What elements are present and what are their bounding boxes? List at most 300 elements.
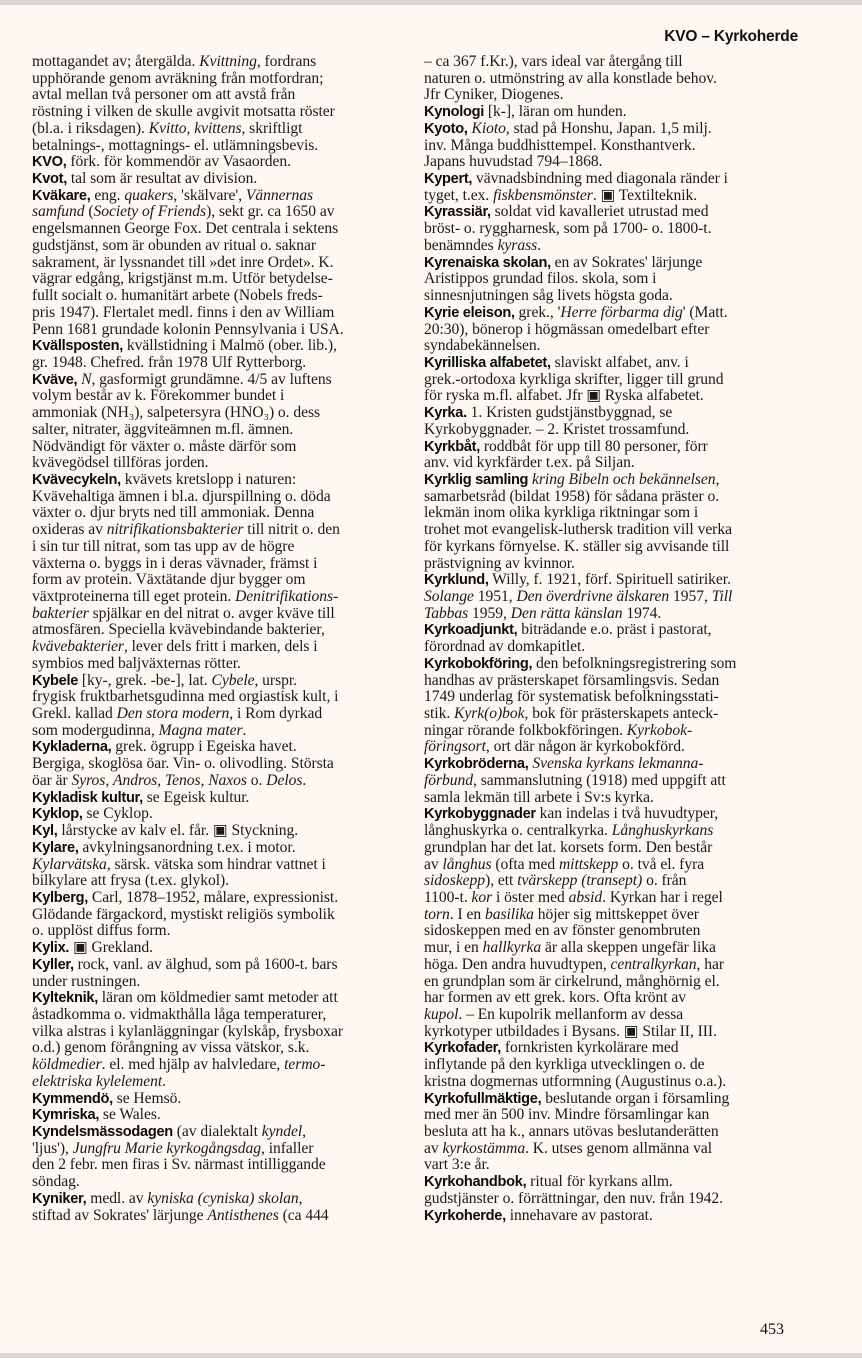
- text-line: [32, 505, 404, 522]
- italic-term: kyrkostämma: [442, 1139, 526, 1157]
- body-text: långhuskyrka o. centralkyrka.: [424, 822, 612, 840]
- italic-term: föringsort: [424, 738, 486, 756]
- text-line: [424, 372, 802, 389]
- entry-headword: Kylberg,: [32, 889, 88, 906]
- body-text: grundplan har det lat. korsets form. Den består: [424, 838, 713, 856]
- text-line: [32, 221, 404, 238]
- body-text: form av protein. Växtätande djur bygger om: [32, 571, 306, 589]
- body-text: volym består av k. Förekommer bundet i: [32, 387, 285, 405]
- text-line: [424, 489, 802, 506]
- text-line: [424, 1091, 802, 1108]
- italic-term: hallkyrka: [482, 939, 542, 957]
- body-text: (ofta med: [491, 855, 559, 873]
- body-text: ,: [298, 1189, 303, 1207]
- italic-term: termo-: [284, 1056, 326, 1074]
- body-text: en av Sokrates' lärjunge: [550, 253, 703, 271]
- text-line: [424, 522, 802, 539]
- italic-term: tvärskepp (transept): [517, 872, 643, 890]
- body-text: biträdande e.o. präst i pastorat,: [517, 621, 712, 639]
- body-text: , i Rom dyrkad: [229, 705, 323, 723]
- italic-term: Den rätta känslan: [510, 604, 623, 622]
- entry-headword: Kyrkoherde,: [424, 1207, 506, 1224]
- text-line: [424, 622, 802, 639]
- body-text: o. upplöst diffus form.: [32, 922, 171, 940]
- italic-term: kyrass: [497, 236, 538, 254]
- body-text: 1. Kristen gudstjänstbyggnad, se: [466, 404, 673, 422]
- italic-term: kyniska (cyniska) skolan: [147, 1189, 299, 1207]
- body-text: ,: [200, 771, 209, 789]
- italic-term: köldmedier: [32, 1056, 102, 1074]
- body-text: benämndes: [424, 236, 498, 254]
- body-text: ritual för kyrkans allm.: [526, 1173, 673, 1191]
- text-line: [424, 54, 802, 71]
- entry-headword: Kylix.: [32, 940, 70, 957]
- text-line: [32, 990, 404, 1007]
- body-text: inflytande på den kyrkliga utvecklingen o. de: [424, 1056, 705, 1074]
- text-line: [424, 472, 802, 489]
- text-line: [32, 673, 404, 690]
- body-text: kan indelas i två huvudtyper,: [535, 805, 719, 823]
- body-text: bilkylare att frysa (t.ex. glykol).: [32, 872, 230, 890]
- italic-term: Naxos: [208, 771, 247, 789]
- body-text: beslutande organ i församling: [541, 1089, 730, 1107]
- body-text: tyget, t.ex.: [424, 186, 494, 204]
- text-line: [424, 255, 802, 272]
- body-text: under rustningen.: [32, 972, 141, 990]
- text-line: [32, 522, 404, 539]
- body-text: , ort där någon är kyrkobokförd.: [485, 738, 685, 756]
- body-text: ' (Matt.: [682, 303, 728, 321]
- body-text: vart 3:e år.: [424, 1156, 490, 1174]
- text-line: [32, 355, 404, 372]
- text-line: [32, 1174, 404, 1191]
- text-line: [32, 639, 404, 656]
- body-text: ), sekt gr. ca 1650 av: [206, 203, 335, 221]
- body-text: den befolkningsregistrering som: [532, 654, 737, 672]
- body-text: fullt socialt o. humanitärt arbete (Nobels freds-: [32, 287, 323, 305]
- italic-term: Delos: [266, 771, 303, 789]
- body-text: växtproteinerna till eget protein.: [32, 588, 236, 605]
- text-line: [32, 1024, 404, 1041]
- italic-term: Kioto: [471, 119, 506, 137]
- text-line: [424, 439, 802, 456]
- body-text: ,: [157, 771, 165, 789]
- italic-term: Tenos: [164, 771, 201, 789]
- body-text: betalnings-, mottagnings- el. utlämningsbevis.: [32, 136, 319, 154]
- text-line: [32, 422, 404, 439]
- text-line: [424, 556, 802, 573]
- text-line: [424, 121, 802, 138]
- text-line: [424, 656, 802, 673]
- text-line: [424, 990, 802, 1007]
- italic-term: Tabbas: [424, 604, 469, 622]
- text-line: [32, 706, 404, 723]
- text-line: [424, 1024, 802, 1041]
- body-text: i sin tur till nitrat, som tas upp av de högre: [32, 537, 295, 555]
- body-text: prästvigning av kvinnor.: [424, 554, 575, 572]
- text-line: [32, 1208, 404, 1225]
- body-text: , sammanslutning (1918) med uppgift att: [473, 771, 726, 789]
- body-text: besluta att ha k., annars utövas beslutanderätten: [424, 1123, 719, 1140]
- text-line: [32, 823, 404, 840]
- text-line: [424, 1007, 802, 1024]
- italic-term: quakers: [124, 186, 174, 204]
- scan-edge-top: [0, 0, 862, 5]
- text-line: [424, 455, 802, 472]
- italic-term: Kyrkobok-: [626, 721, 693, 739]
- body-text: se Wales.: [99, 1106, 161, 1124]
- body-text: mur, i en: [424, 939, 483, 957]
- text-line: [32, 572, 404, 589]
- entry-headword: Kyrassiär,: [424, 204, 491, 221]
- body-text: . I en: [449, 905, 485, 923]
- text-line: [424, 923, 802, 940]
- body-text: . el. med hjälp av halvledare,: [101, 1056, 285, 1074]
- italic-term: Den stora modern: [116, 705, 230, 723]
- text-line: [424, 673, 802, 690]
- text-line: [32, 388, 404, 405]
- italic-term: samfund: [32, 203, 85, 221]
- text-line: [424, 1157, 802, 1174]
- entry-headword: Kylteknik,: [32, 990, 98, 1007]
- entry-headword: Kypert,: [424, 171, 473, 188]
- italic-term: Kyrk(o)bok: [454, 705, 525, 723]
- body-text: 1957,: [669, 588, 712, 605]
- entry-headword: Kyrka.: [424, 405, 467, 422]
- body-text: .: [162, 1072, 166, 1090]
- entry-headword: Kvävecykeln,: [32, 471, 121, 488]
- body-text: kristna dogmernas utformning (Augustinus o.a.).: [424, 1072, 727, 1090]
- italic-term: kor: [471, 888, 493, 906]
- text-line: [424, 388, 802, 405]
- italic-term: absid: [568, 888, 603, 906]
- text-line: [32, 1057, 404, 1074]
- italic-term: Herre förbarma dig: [560, 303, 683, 321]
- text-line: [424, 1124, 802, 1141]
- body-text: Japans huvudstad 794–1868.: [424, 153, 603, 171]
- body-text: , gasformigt grundämne. 4/5 av luftens: [91, 370, 332, 388]
- italic-term: Till: [711, 588, 733, 605]
- body-text: Bergiga, skoglösa öar. Vin- o. olivodling. Största: [32, 755, 334, 773]
- body-text: pris 1947). Flertalet medl. finns i den av William: [32, 303, 335, 321]
- text-line: [424, 723, 802, 740]
- body-text: spjälkar en del nitrat o. avger kväve till: [88, 604, 335, 622]
- text-line: [424, 857, 802, 874]
- body-text: ningar rörande folkbokföringen.: [424, 721, 627, 739]
- body-text: gr. 1948. Chefred. från 1978 Ulf Rytterborg.: [32, 353, 307, 371]
- text-line: [32, 455, 404, 472]
- body-text: (: [84, 203, 94, 221]
- body-text: bröst- o. ryggharnesk, som på 1700- o. 1800-t.: [424, 220, 712, 238]
- entry-headword: Kyrkobyggnader: [424, 806, 536, 823]
- entry-headword: Kynologi: [424, 104, 485, 121]
- body-text: upphörande genom avräkning från motfordran;: [32, 69, 324, 87]
- text-line: [32, 322, 404, 339]
- text-line: [32, 472, 404, 489]
- entry-headword: Kyrkofader,: [424, 1040, 502, 1057]
- body-text: Willy, f. 1921, förf. Spirituell satiriker.: [488, 571, 731, 589]
- text-line: [424, 940, 802, 957]
- body-text: tal som är resultat av division.: [67, 170, 258, 188]
- italic-term: kvävebakterier: [32, 638, 124, 656]
- body-text: . ▣ Textilteknik.: [592, 186, 698, 204]
- italic-term: N: [81, 370, 92, 388]
- text-line: [32, 154, 404, 171]
- text-line: [424, 1174, 802, 1191]
- entry-headword: Kymmendö,: [32, 1090, 113, 1107]
- text-line: [424, 505, 802, 522]
- text-line: [32, 689, 404, 706]
- column-right: [424, 54, 802, 1224]
- body-text: kvävegödsel tillföras jorden.: [32, 454, 209, 472]
- body-text: se Egeisk kultur.: [142, 788, 250, 806]
- text-line: [32, 238, 404, 255]
- text-line: [32, 556, 404, 573]
- body-text: gudstjänster o. förrättningar, den nuv. från 1942.: [424, 1189, 723, 1207]
- italic-term: kupol: [424, 1005, 459, 1023]
- body-text: ,: [105, 771, 114, 789]
- italic-term: Vännernas: [245, 186, 314, 204]
- entry-headword: Kyklop,: [32, 806, 83, 823]
- body-text: medl. av: [86, 1189, 148, 1207]
- body-text: är alla skeppen ungefär lika: [541, 939, 716, 957]
- body-text: rock, vanl. av älghud, som på 1600-t. bars: [73, 955, 338, 973]
- entry-headword: Kyrkofullmäktige,: [424, 1090, 542, 1107]
- body-text: lekmän inom olika kyrkliga riktningar som i: [424, 504, 699, 522]
- body-text: kvävets kretslopp i naturen:: [120, 470, 297, 488]
- text-line: [32, 1141, 404, 1158]
- body-text: , infaller: [261, 1139, 314, 1157]
- text-line: [424, 305, 802, 322]
- text-line: [424, 823, 802, 840]
- text-line: [32, 806, 404, 823]
- column-left: [32, 54, 404, 1224]
- body-text: ▣ Grekland.: [69, 939, 153, 957]
- body-text: vägrar edgång, krigstjänst m.m. Utför betydelse-: [32, 270, 333, 288]
- text-line: [424, 1040, 802, 1057]
- text-line: [424, 539, 802, 556]
- body-text: 1959,: [468, 604, 511, 622]
- body-text: 20:30), bönerop i högmässan omedelbart efter: [424, 320, 710, 338]
- text-line: [32, 255, 404, 272]
- italic-term: kyndel: [261, 1123, 303, 1140]
- entry-headword: KVO,: [32, 154, 67, 171]
- text-line: [32, 71, 404, 88]
- body-text: som modergudinna,: [32, 721, 159, 739]
- text-line: [424, 907, 802, 924]
- body-text: slaviskt alfabet, anv. i: [550, 353, 689, 371]
- body-text: avkylningsanordning t.ex. i motor.: [78, 838, 296, 856]
- body-text: med mer än 500 inv. Mindre församlingar kan: [424, 1106, 710, 1124]
- italic-term: Andros: [113, 771, 158, 789]
- entry-headword: Kyrilliska alfabetet,: [424, 354, 551, 371]
- text-line: [32, 1007, 404, 1024]
- body-text: [ky-, grek. -be-], lat.: [78, 671, 212, 689]
- text-line: [32, 1124, 404, 1141]
- entry-headword: Kykladisk kultur,: [32, 789, 143, 806]
- body-text: avtal mellan två personer om att avstå från: [32, 86, 296, 104]
- body-text: kyrkotyper utbildades i Bysans. ▣ Stilar II, III.: [424, 1022, 717, 1040]
- italic-term: Långhuskyrkans: [611, 822, 714, 840]
- text-line: [424, 739, 802, 756]
- body-text: stik.: [424, 705, 455, 723]
- body-text: gudstjänst, som är obunden av ritual o. saknar: [32, 236, 316, 254]
- body-text: 1951,: [473, 588, 517, 605]
- text-line: [32, 54, 404, 71]
- body-text: stiftad av Sokrates' lärjunge: [32, 1206, 208, 1224]
- text-line: [32, 288, 404, 305]
- entry-headword: Kyrklig samling: [424, 471, 529, 488]
- body-text: ), ett: [485, 872, 518, 890]
- text-line: [32, 1107, 404, 1124]
- body-text: , stad på Honshu, Japan. 1,5 milj.: [505, 119, 712, 137]
- body-text: 1749 underlag för systematisk befolkningsstati-: [424, 688, 719, 706]
- entry-headword: Kyller,: [32, 956, 74, 973]
- body-text: av: [424, 1139, 443, 1157]
- text-line: [32, 439, 404, 456]
- text-line: [32, 773, 404, 790]
- text-line: [424, 422, 802, 439]
- body-text: handhas av prästerskapet församlingsvis. Sedan: [424, 671, 720, 689]
- body-text: växterna o. byggs in i deras vävnader, främst i: [32, 554, 318, 572]
- italic-term: nitrifikationsbakterier: [106, 521, 244, 539]
- text-line: [424, 1208, 802, 1225]
- body-text: i öster med: [492, 888, 569, 906]
- body-text: samla lekmän till arbete i Sv:s kyrka.: [424, 788, 654, 806]
- text-line: [424, 606, 802, 623]
- text-line: [424, 1141, 802, 1158]
- text-line: [32, 923, 404, 940]
- italic-term: Denitrifikations-: [235, 588, 339, 605]
- italic-term: elektriska kylelement: [32, 1072, 163, 1090]
- body-text: sakrament, är lyssnandet till »det inre Ordet». K.: [32, 253, 334, 271]
- body-text: innehavare av pastorat.: [505, 1206, 653, 1224]
- body-text: symbios med baljväxternas rötter.: [32, 654, 241, 672]
- body-text: samarbetsråd (bildat 1958) för sådana präster o.: [424, 487, 720, 505]
- body-text: naturen o. utmönstring av alla konstlade behov.: [424, 69, 717, 87]
- body-text: salter, nitrater, äggviteämnen m.fl. ämnen.: [32, 420, 294, 438]
- text-line: [424, 87, 802, 104]
- text-line: [424, 71, 802, 88]
- text-line: [424, 1074, 802, 1091]
- text-line: [32, 338, 404, 355]
- body-text: åstadkomma o. vidmakthålla låga temperaturer,: [32, 1005, 327, 1023]
- body-text: Jfr Cyniker, Diogenes.: [424, 86, 564, 104]
- body-text: .: [537, 236, 541, 254]
- entry-headword: Kväkare,: [32, 187, 91, 204]
- text-line: [424, 689, 802, 706]
- text-line: [32, 974, 404, 991]
- text-line: [32, 121, 404, 138]
- body-text: 1974.: [622, 604, 662, 622]
- italic-term: Kvitto, kvittens: [148, 119, 242, 137]
- entry-headword: Kyrklund,: [424, 572, 489, 589]
- text-line: [32, 539, 404, 556]
- body-text: , urspr.: [254, 671, 297, 689]
- body-text: trohet mot evangelisk-luthersk tradition vill verka: [424, 521, 732, 539]
- body-text: höga. Den andra huvudtypen,: [424, 955, 611, 973]
- body-text: en grundplan som är cirkelrund, månghörnig el.: [424, 972, 720, 990]
- italic-term: Cybele: [211, 671, 255, 689]
- body-text: , lever dels fritt i marken, dels i: [123, 638, 318, 656]
- body-text: lårstycke av kalv el. får. ▣ Styckning.: [57, 822, 299, 840]
- body-text: öar är: [32, 771, 72, 789]
- body-text: , fordrans: [256, 53, 317, 70]
- body-text: 'ljus'),: [32, 1139, 73, 1157]
- body-text: Carl, 1878–1952, målare, expressionist.: [88, 888, 339, 906]
- body-text: , skriftligt: [241, 119, 303, 137]
- body-text: (av dialektalt: [172, 1123, 262, 1140]
- italic-term: torn: [424, 905, 450, 923]
- italic-term: centralkyrkan: [610, 955, 697, 973]
- italic-term: Kvittning: [199, 53, 257, 70]
- body-text: ammoniak (NH₃), salpetersyra (HNO₃) o. dess: [32, 404, 321, 422]
- entry-headword: Kyrkbåt,: [424, 438, 480, 455]
- text-line: [32, 622, 404, 639]
- text-line: [424, 288, 802, 305]
- text-line: [32, 104, 404, 121]
- body-text: atmosfären. Speciella kvävebindande bakterier,: [32, 621, 325, 639]
- text-line: [424, 1191, 802, 1208]
- text-line: [32, 1191, 404, 1208]
- entry-headword: Kymriska,: [32, 1107, 100, 1124]
- body-text: fornkristen kyrkolärare med: [501, 1039, 679, 1057]
- body-text: till nitrit o. den: [243, 521, 340, 539]
- body-text: grek. ögrupp i Egeiska havet.: [111, 738, 297, 756]
- body-text: höjer sig mittskeppet över: [533, 905, 699, 923]
- entry-headword: Kybele: [32, 672, 79, 689]
- body-text: (ca 444: [278, 1206, 329, 1224]
- body-text: [k-], läran om hunden.: [484, 103, 627, 121]
- body-text: o. från: [642, 872, 687, 890]
- text-line: [424, 873, 802, 890]
- entry-headword: Kyl,: [32, 823, 58, 840]
- text-line: [32, 188, 404, 205]
- italic-term: Magna mater: [158, 721, 243, 739]
- body-text: syndabekännelsen.: [424, 337, 541, 355]
- text-line: [424, 957, 802, 974]
- body-text: kvällstidning i Malmö (ober. lib.),: [123, 337, 337, 355]
- body-text: söndag.: [32, 1173, 80, 1191]
- text-line: [424, 790, 802, 807]
- italic-term: långhus: [442, 855, 492, 873]
- text-line: [424, 589, 802, 606]
- body-text: grek.-ortodoxa kyrkliga skrifter, ligger till grund: [424, 370, 724, 388]
- text-line: [32, 739, 404, 756]
- entry-headword: Kyrie eleison,: [424, 304, 515, 321]
- text-line: [32, 857, 404, 874]
- body-text: vävnadsbindning med diagonala ränder i: [472, 170, 728, 188]
- italic-term: fiskbensmönster: [493, 186, 593, 204]
- body-text: soldat vid kavalleriet utrustad med: [490, 203, 709, 221]
- body-text: sinnesnjutningen såg livets högsta goda.: [424, 287, 673, 305]
- text-line: [32, 907, 404, 924]
- body-text: röstning i vilken de skulle avgivit motsatta röster: [32, 103, 335, 121]
- text-line: [424, 572, 802, 589]
- text-line: [424, 405, 802, 422]
- entry-headword: Kylare,: [32, 839, 79, 856]
- body-text: ,: [715, 470, 720, 488]
- text-line: [32, 138, 404, 155]
- entry-headword: Kyndelsmässodagen: [32, 1124, 173, 1140]
- text-line: [424, 338, 802, 355]
- body-text: roddbåt för upp till 80 personer, förr: [480, 437, 708, 455]
- text-line: [424, 890, 802, 907]
- text-line: [424, 355, 802, 372]
- body-text: anv. vid kyrkfärder t.ex. på Siljan.: [424, 454, 635, 472]
- text-line: [32, 606, 404, 623]
- italic-term: Jungfru Marie kyrkogångsdag: [72, 1139, 262, 1157]
